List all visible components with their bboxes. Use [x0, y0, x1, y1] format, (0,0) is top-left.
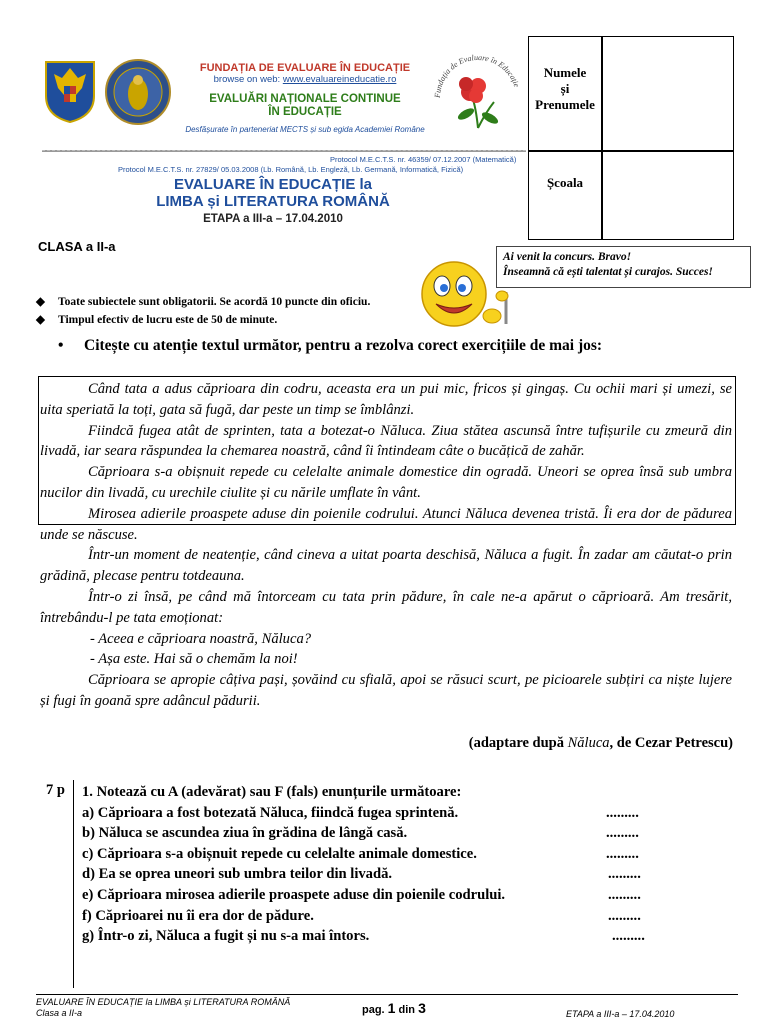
exercise-item: c) Căprioara s-a obișnuit repede cu celelalte animale domestice. .........	[82, 844, 742, 865]
story-paragraph: Căprioara s-a obișnuit repede cu celelalte animale domestice din ogradă. Uneori se oprea însă sub umbra nucilor din livadă, cu urechile ciulite și cu nările umflate în vânt.	[40, 464, 732, 501]
website-line: browse on web: www.evaluareineducatie.ro	[213, 74, 397, 85]
story-paragraph: Mirosea adierile proaspete aduse din poienile codrului. Atunci Năluca devenea tristă. Îi era dor de pădurea unde se născuse.	[40, 505, 732, 543]
diamond-bullet-icon: ◆	[36, 296, 45, 308]
exercise-item: a) Căprioara a fost botezată Năluca, fiindcă fugea sprintenă. .........	[82, 803, 742, 824]
academia-romana-seal-logo	[104, 58, 172, 126]
name-label: Numele și Prenumele	[535, 65, 595, 112]
exercise-question: 1. Notează cu A (adevărat) sau F (fals) enunțurile următoare:	[82, 784, 462, 800]
website-link[interactable]: www.evaluareineducatie.ro	[282, 74, 397, 85]
exercise-1	[82, 782, 742, 947]
exercise-item: f) Căprioarei nu îi era dor de pădure. .........	[82, 906, 742, 927]
story-paragraph: Într-un moment de neatenție, când cineva a uitat poarta deschisă, Năluca a fugit. În zadar am căutat-o prin grădină, plecase pentru totdeauna.	[40, 547, 732, 585]
foundation-flower-logo	[432, 52, 524, 134]
exercise-points: 7 p	[46, 782, 65, 798]
answer-blank[interactable]: .........	[608, 866, 641, 883]
rules-list	[36, 293, 370, 329]
source-credit: (adaptare după Năluca, de Cezar Petrescu)	[468, 735, 733, 751]
school-field[interactable]	[603, 152, 733, 239]
footer-right: ETAPA a III-a – 17.04.2010	[566, 1009, 675, 1019]
reading-instruction: • Citește cu atenție textul următor, pentru a rezolva corect exercițiile de mai jos:	[58, 337, 603, 354]
encouragement-bubble: Ai venit la concurs. Bravo! Înseamnă că ești talentat și curajos. Succes!	[496, 246, 751, 288]
story-paragraph: Fiindcă fugea atât de sprinten, tata a botezat-o Năluca. Ziua stătea ascunsă între tufișurile cu zmeură din livadă, iar seara răspundea la chemarea noastră, când îi întindeam câte o bucățică de zahăr.	[40, 422, 732, 460]
rule-item: ◆ Timpul efectiv de lucru este de 50 de minute.	[36, 311, 370, 329]
flower-logo-text: Fundația de Evaluare în Educație	[432, 52, 522, 99]
exercise-item: b) Năluca se ascundea ziua în grădina de lângă casă. .........	[82, 823, 742, 844]
bullet-icon: •	[58, 337, 64, 354]
header-divider	[42, 150, 526, 152]
protocol-languages: Protocol M.E.C.T.S. nr. 27829/ 05.03.2008 (Lb. Română, Lb. Engleză, Lb. Germană, Informatică, Fizică)	[118, 165, 464, 174]
story-dialogue: - Aceea e căprioara noastră, Năluca?	[90, 630, 312, 647]
organization-name: FUNDAȚIA DE EVALUARE ÎN EDUCAȚIE	[199, 62, 411, 74]
answer-blank[interactable]: .........	[606, 845, 639, 862]
smiley-face-icon	[412, 256, 516, 336]
diamond-bullet-icon: ◆	[36, 314, 45, 326]
contest-stage: ETAPA a III-a – 17.04.2010	[203, 213, 343, 225]
answer-blank[interactable]: .........	[608, 907, 641, 924]
contest-title: EVALUARE ÎN EDUCAȚIE la LIMBA și LITERATURA ROMÂNĂ ETAPA a III-a – 17.04.2010	[140, 176, 406, 225]
story-paragraph: Când tata a adus căprioara din codru, aceasta era un pui mic, fricos și gingaș. Cu ochii mari și umezi, se uita speriată la toți, gata să fugă, dar peste un timp se îmblânzi.	[40, 381, 732, 418]
footer-divider	[36, 994, 738, 995]
evaluation-heading: EVALUĂRI NAȚIONALE CONTINUE ÎN EDUCAȚIE	[209, 93, 401, 118]
rule-item: ◆ Toate subiectele sunt obligatorii. Se acordă 10 puncte din oficiu.	[36, 293, 370, 311]
story-text	[40, 379, 732, 712]
answer-blank[interactable]: .........	[606, 825, 639, 842]
name-field[interactable]	[603, 37, 733, 150]
page-number: pag. 1 din 3	[362, 1000, 426, 1016]
exercise-item: e) Căprioara mirosea adierile proaspete aduse din poienile codrului. .........	[82, 885, 742, 906]
footer-left: EVALUARE ÎN EDUCAȚIE la LIMBA și LITERATURA ROMÂNĂ Clasa a II-a	[36, 997, 291, 1018]
exercise-item: g) Într-o zi, Năluca a fugit și nu s-a mai întors. .........	[82, 926, 742, 947]
class-label: CLASA a II-a	[38, 239, 116, 254]
story-paragraph: Într-o zi însă, pe când mă întorceam cu tata prin pădure, în cale ne-a apărut o căprioară. Am tresărit, întrebându-l pe tata emoționat:	[40, 588, 732, 626]
romania-coat-of-arms-logo	[42, 58, 98, 124]
answer-blank[interactable]: .........	[606, 804, 639, 821]
answer-blank[interactable]: .........	[612, 928, 645, 945]
partnership-note: Desfășurate în parteneriat MECTS și sub egida Academiei Române	[185, 125, 425, 134]
story-paragraph: Căprioara se apropie câțiva pași, șovăind cu sfială, apoi se răsuci scurt, pe picioarele subțiri ca niște lujere și fugi în goană spre adâncul pădurii.	[40, 672, 732, 709]
protocol-math: Protocol M.E.C.T.S. nr. 46359/ 07.12.2007 (Matematică)	[330, 155, 517, 164]
points-divider	[73, 780, 74, 988]
student-info-box	[528, 36, 734, 240]
answer-blank[interactable]: .........	[608, 886, 641, 903]
header-organization	[180, 62, 430, 134]
school-label: Școala	[546, 175, 584, 190]
story-dialogue: - Așa este. Hai să o chemăm la noi!	[90, 651, 298, 668]
exercise-item: d) Ea se oprea uneori sub umbra teilor din livadă. .........	[82, 864, 742, 885]
